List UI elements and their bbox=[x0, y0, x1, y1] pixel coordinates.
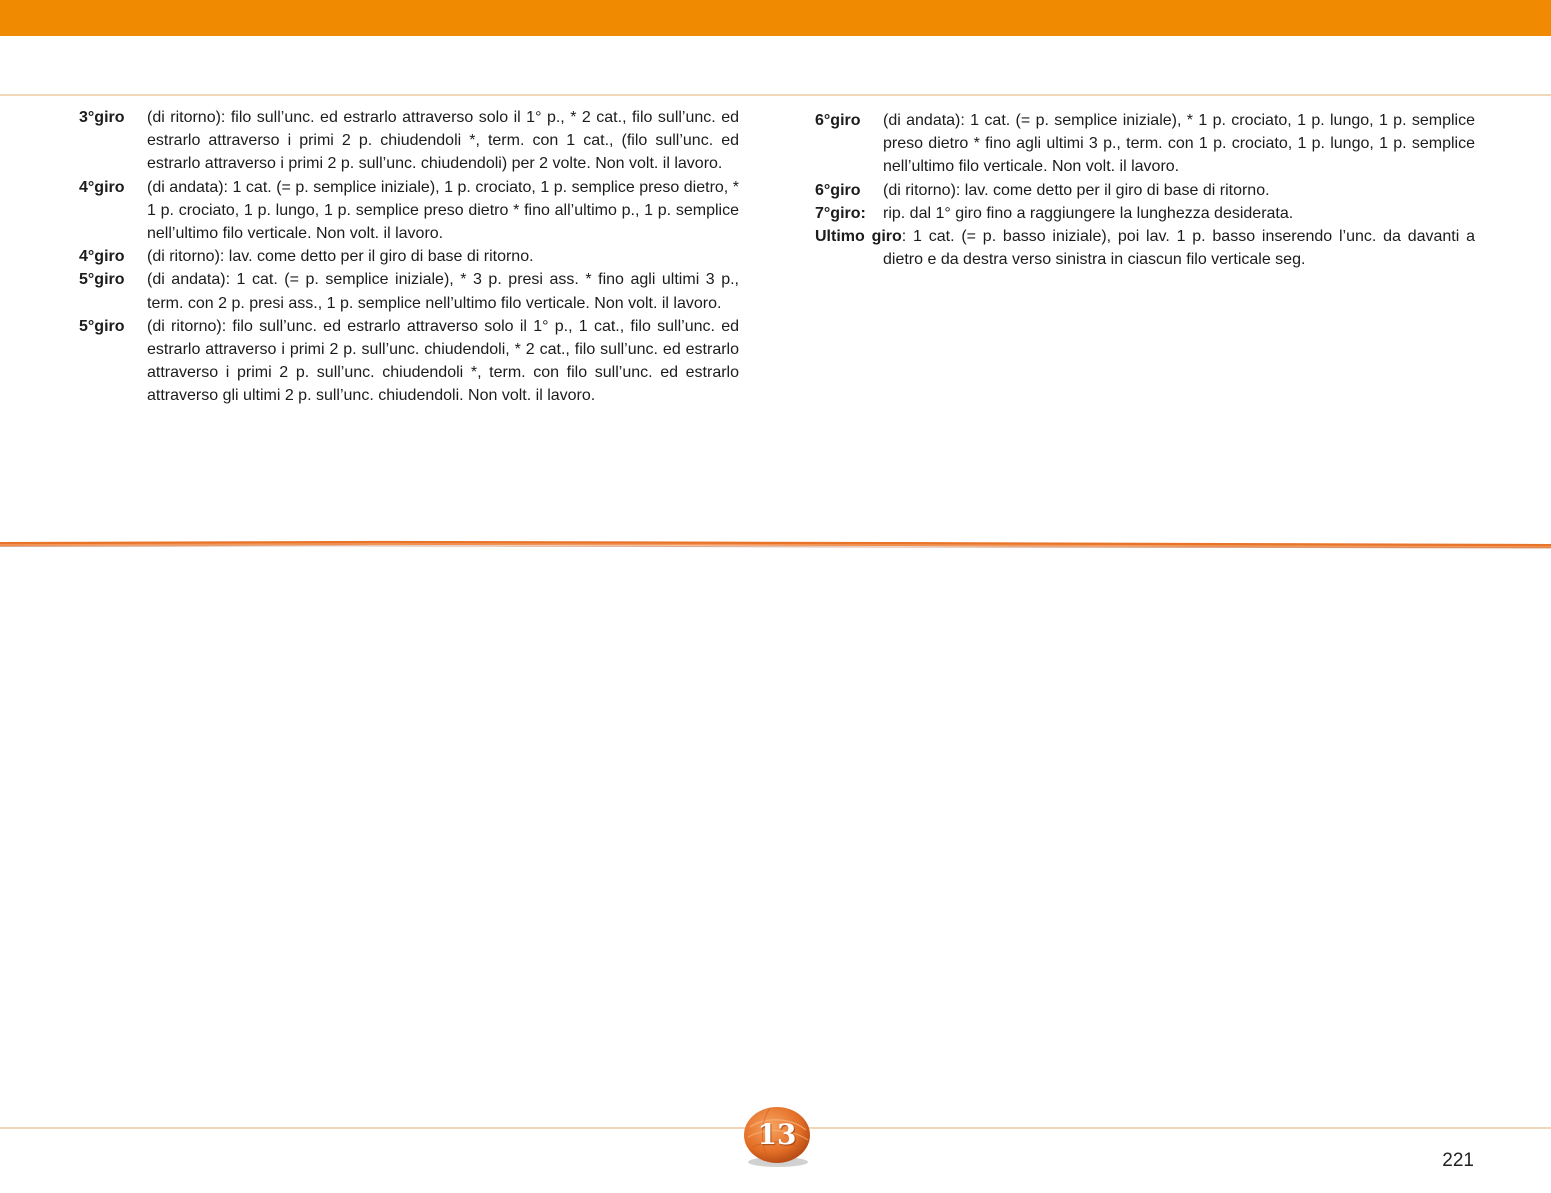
row-text: (di ritorno): lav. come detto per il giro di base di ritorno. bbox=[147, 248, 534, 266]
yarn-divider bbox=[0, 530, 1551, 560]
instruction-row bbox=[815, 109, 1475, 179]
row-text: (di ritorno): filo sull’unc. ed estrarlo attraverso solo il 1° p., * 2 cat., filo sull’unc. ed estrarlo attraverso i primi 2 p. chiudendoli *, term. con 1 cat., (filo sull’unc. ed estrarlo attraverso i primi 2 p. sull’unc. chiudendoli) per 2 volte. Non volt. il lavoro. bbox=[147, 109, 739, 173]
chapter-badge: 13 bbox=[757, 1118, 797, 1151]
page-number: 221 bbox=[1442, 1150, 1474, 1171]
instruction-row bbox=[79, 315, 739, 408]
instruction-row-last bbox=[815, 225, 1475, 271]
instruction-row bbox=[79, 268, 739, 314]
instruction-row bbox=[79, 106, 739, 176]
row-label: 4°giro bbox=[79, 178, 125, 196]
row-text: rip. dal 1° giro fino a raggiungere la lunghezza desiderata. bbox=[883, 204, 1294, 222]
right-column bbox=[815, 109, 1475, 271]
row-label: 6°giro bbox=[815, 112, 861, 129]
row-label: 7°giro: bbox=[815, 204, 866, 222]
top-accent-bar bbox=[0, 0, 1551, 36]
row-text: (di andata): 1 cat. (= p. semplice iniziale), 1 p. crociato, 1 p. semplice preso dietro, * 1 p. crociato, 1 p. lungo, 1 p. semplice preso dietro * fino all’ultimo p., 1 p. semplice nell’ultimo filo verticale. Non volt. il lavoro. bbox=[147, 178, 739, 243]
row-label: 5°giro bbox=[79, 317, 125, 335]
instruction-row bbox=[79, 176, 739, 246]
row-label: 5°giro bbox=[79, 271, 125, 289]
row-label: 4°giro bbox=[79, 248, 125, 266]
row-text: (di andata): 1 cat. (= p. semplice iniziale), * 3 p. presi ass. * fino agli ultimi 3 p., term. con 2 p. presi ass., 1 p. semplice nell’ultimo filo verticale. Non volt. il lavoro. bbox=[147, 271, 739, 312]
row-text: (di andata): 1 cat. (= p. semplice iniziale), * 1 p. crociato, 1 p. lungo, 1 p. semplice preso dietro * fino agli ultimi 3 p., term. con 1 p. crociato, 1 p. lungo, 1 p. semplice nell’ultimo filo verticale. Non volt. il lavoro. bbox=[883, 112, 1475, 176]
row-text: (di ritorno): lav. come detto per il giro di base di ritorno. bbox=[883, 181, 1270, 199]
header-rule bbox=[0, 94, 1551, 96]
row-text: : 1 cat. (= p. basso iniziale), poi lav. 1 p. basso inserendo l’unc. da davanti a dietro e da destra verso sinistra in ciascun filo verticale seg. bbox=[883, 228, 1475, 269]
left-column bbox=[79, 106, 739, 408]
instruction-row bbox=[79, 245, 739, 268]
row-label: 3°giro bbox=[79, 109, 125, 126]
row-label: 6°giro bbox=[815, 181, 861, 199]
row-label: Ultimo giro bbox=[815, 228, 902, 246]
instruction-row bbox=[815, 202, 1475, 225]
row-text: (di ritorno): filo sull’unc. ed estrarlo attraverso solo il 1° p., 1 cat., filo sull’unc. ed estrarlo attraverso i primi 2 p. sull’unc. chiudendoli, * 2 cat., filo sull’unc. ed estrarlo attraverso i primi 2 p. sull’unc. chiudendoli *, term. con filo sull’unc. ed estrarlo attraverso gli ultimi 2 p. sull’unc. chiudendoli. Non volt. il lavoro. bbox=[147, 317, 739, 405]
instruction-row bbox=[815, 179, 1475, 202]
